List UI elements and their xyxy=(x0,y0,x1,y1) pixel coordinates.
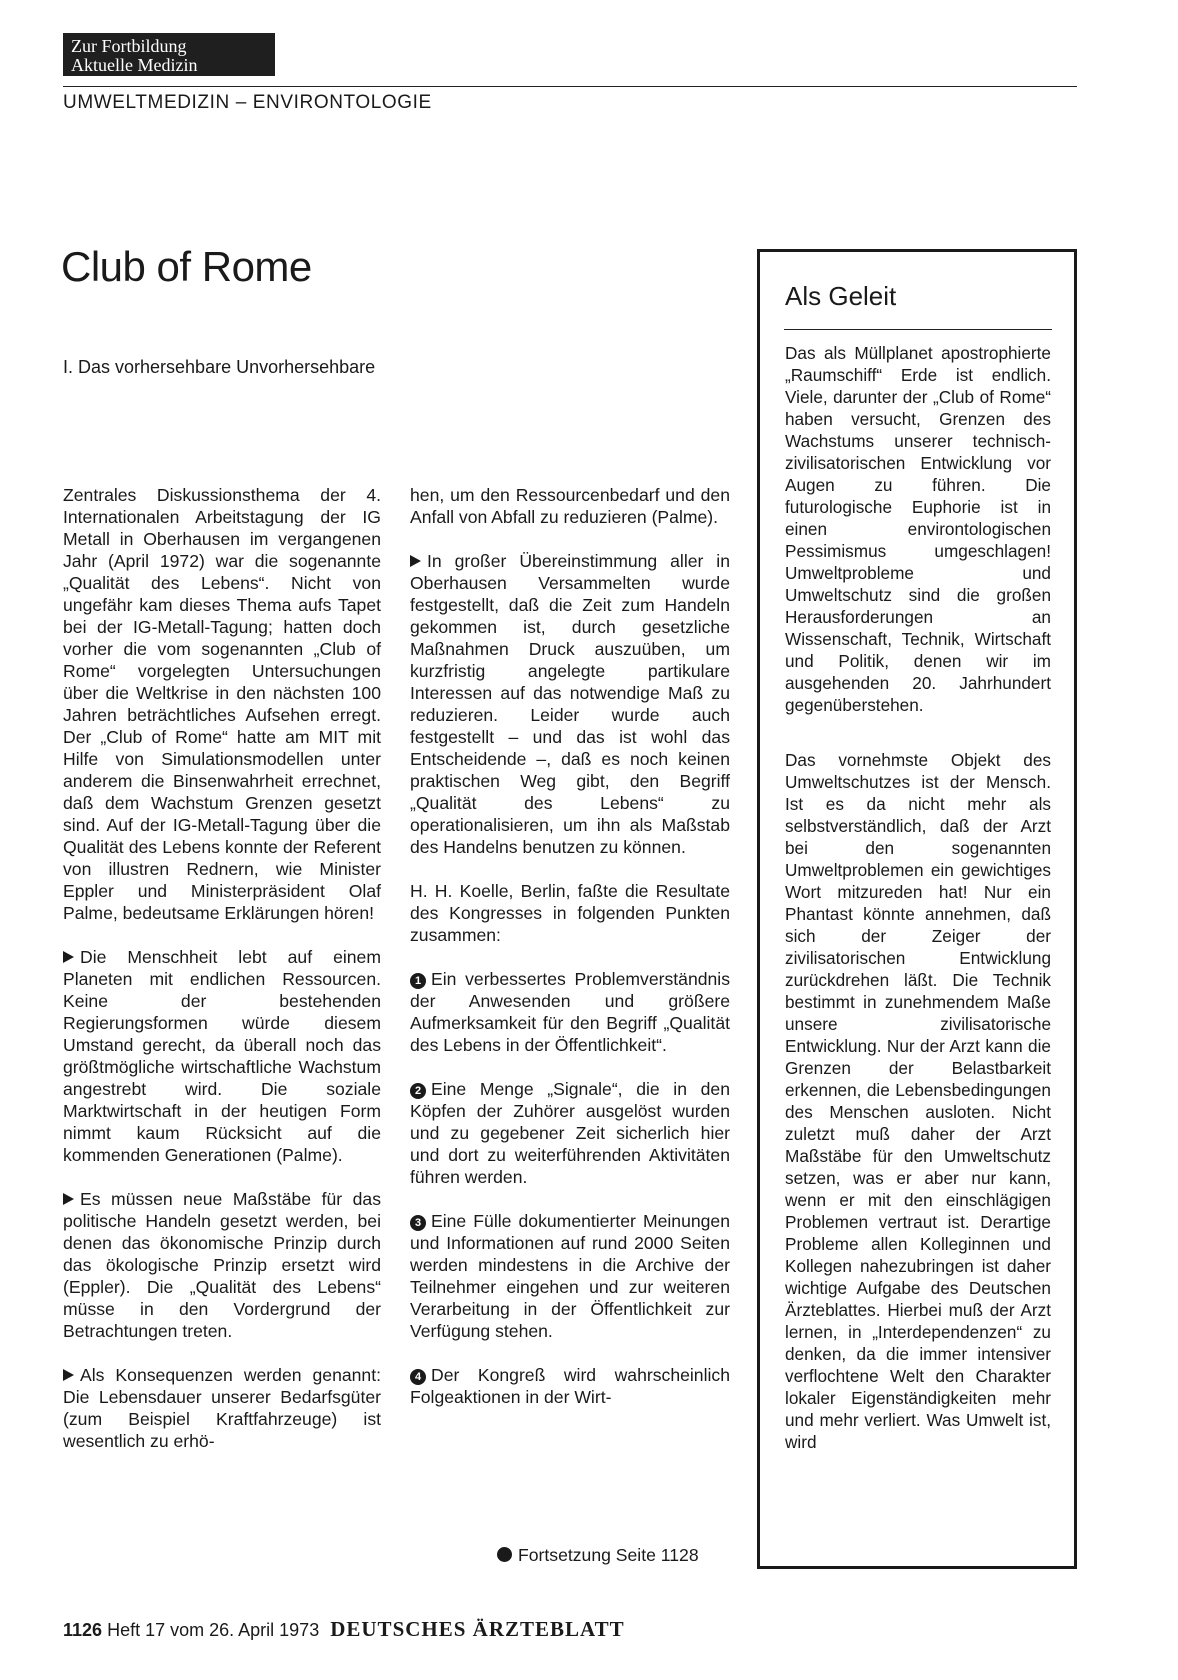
continued-paragraph: hen, um den Ressourcenbedarf und den Anfall von Abfall zu reduzieren (Palme). xyxy=(410,485,730,527)
issue-info: Heft 17 vom 26. April 1973 xyxy=(107,1620,320,1640)
sidebar-paragraph-1: Das als Müllplanet apostrophierte „Raumschiff“ Erde ist endlich. Viele, darunter der „Club of Rome“ haben versucht, Grenzen des Wachstums unserer technisch-zivilisatorischen Entwicklung vor Augen zu führen. Die futurologische Euphorie ist in einen environtologischen Pessimismus umgeschlagen! Umweltprobleme und Umweltschutz sind die großen Herausforderungen an Wissenschaft, Technik, Wirtschaft und Politik, denen wir im ausgehenden 20. Jahrhundert gegenüberstehen. xyxy=(785,343,1051,715)
bullet-paragraph: Es müssen neue Maßstäbe für das politische Handeln gesetzt werden, bei denen das ökonomische Prinzip durch das ökologische Prinzip ersetzt wird (Eppler). Die „Qualität des Lebens“ müsse in den Vordergrund der Betrachtungen treten. xyxy=(63,1189,381,1341)
article-subtitle: I. Das vorhersehbare Unvorhersehbare xyxy=(63,357,376,377)
sidebar-paragraph-2: Das vornehmste Objekt des Umweltschutzes ist der Mensch. Ist es da nicht mehr als selbstverständlich, daß der Arzt bei den sogenannten Umweltproblemen ein gewichtiges Wort mitzureden hat! Nur ein Phantast könnte annehmen, daß sich der Zeiger der zivilisatorischen Entwicklung zurückdrehen läßt. Die Technik bestimmt in zunehmendem Maße unsere zivilisatorische Entwicklung. Nur der Arzt kann die Grenzen der Belastbarkeit erkennen, die Lebensbedingungen des Menschen ausloten. Nicht zuletzt muß daher der Arzt Maßstäbe für den Umweltschutz setzen, was er aber nur kann, wenn er mit den einschlägigen Problemen vertraut ist. Derartige Probleme allen Kolleginnen und Kollegen nahezubringen ist daher wichtige Aufgabe des Deutschen Ärzteblattes. Hierbei muß der Arzt lernen, in „Interdependenzen“ zu denken, da die immer intensiver verflochtene Welt den Charakter lokaler Eigenständigkeiten mehr und mehr verliert. Was Umwelt ist, wird xyxy=(785,750,1051,1452)
continuation-note: Fortsetzung Seite 1128 xyxy=(497,1545,699,1566)
sidebar-title: Als Geleit xyxy=(785,281,897,311)
bullet-paragraph: In großer Übereinstimmung aller in Oberhausen Versammelten wurde festgestellt, daß die Zeit zum Handeln gekommen ist, durch gesetzliche Maßnahmen Druck auszuüben, um kurzfristig angelegte partikulare Interessen auf das notwendige Maß zu reduzieren. Leider wurde auch festgestellt – und das ist wohl das Entscheidende –, daß es noch keinen praktischen Weg gibt, den Begriff „Qualität des Lebens“ zu operationalisieren, um ihn als Maßstab des Handelns benutzen zu können. xyxy=(410,551,730,857)
page-number: 1126 xyxy=(63,1620,103,1640)
numbered-item: 3 Eine Fülle dokumentierter Meinungen und Informationen auf rund 2000 Seiten werden mindestens in die Archive der Teilnehmer eingehen und zur weiteren Verarbeitung in der Öffentlichkeit zur Verfügung stehen. xyxy=(410,1211,730,1341)
number-badge-icon: 1 xyxy=(410,973,426,989)
sidebar-box xyxy=(757,249,1077,1569)
numbered-item: 2 Eine Menge „Signale“, die in den Köpfen der Zuhörer ausgelöst wurden und zu gegebener Zeit sicherlich hier und dort zu weiterführenden Aktivitäten führen werden. xyxy=(410,1079,730,1187)
sidebar-text xyxy=(785,342,1051,1453)
section-heading: UMWELTMEDIZIN – ENVIRONTOLOGIE xyxy=(63,92,432,113)
page-footer xyxy=(63,1617,625,1642)
arrow-bullet-icon xyxy=(63,1193,74,1205)
badge-line-2: Aktuelle Medizin xyxy=(71,55,198,75)
number-badge-icon: 4 xyxy=(410,1369,426,1385)
koelle-paragraph: H. H. Koelle, Berlin, faßte die Resultate des Kongresses in folgenden Punkten zusammen: xyxy=(410,881,730,945)
bullet-paragraph: Die Menschheit lebt auf einem Planeten mit endlichen Ressourcen. Keine der bestehenden Regierungsformen würde diesem Umstand gerecht, da überall noch das größtmögliche wirtschaftliche Wachstum angestrebt wird. Die soziale Marktwirtschaft in der heutigen Form nimmt kaum Rücksicht auf die kommenden Generationen (Palme). xyxy=(63,947,381,1165)
arrow-bullet-icon xyxy=(410,555,421,567)
badge-line-1: Zur Fortbildung xyxy=(71,36,187,56)
text-column-1 xyxy=(63,484,381,1452)
magazine-name: DEUTSCHES ÄRZTEBLATT xyxy=(330,1617,625,1641)
arrow-bullet-icon xyxy=(63,951,74,963)
numbered-item: 4 Der Kongreß wird wahrscheinlich Folgeaktionen in der Wirt- xyxy=(410,1365,730,1407)
number-badge-icon: 3 xyxy=(410,1215,426,1231)
number-badge-icon: 2 xyxy=(410,1083,426,1099)
text-column-2 xyxy=(410,484,730,1408)
bullet-dot-icon xyxy=(497,1547,512,1562)
intro-paragraph: Zentrales Diskussionsthema der 4. Internationalen Arbeitstagung der IG Metall in Oberhausen im vergangenen Jahr (April 1972) war die sogenannte „Qualität des Lebens“. Nicht von ungefähr kam dieses Thema aufs Tapet bei der IG-Metall-Tagung; hatten doch vorher die vom sogenannten „Club of Rome“ vorgelegten Untersuchungen über die Weltkrise in den nächsten 100 Jahren beträchtliches Aufsehen erregt. Der „Club of Rome“ hatte am MIT mit Hilfe von Simulationsmodellen unter anderem die Binsenwahrheit errechnet, daß dem Wachstum Grenzen gesetzt sind. Auf der IG-Metall-Tagung über die Qualität des Lebens konnte der Referent von illustren Rednern, wie Minister Eppler und Ministerpräsident Olaf Palme, bedeutsame Erklärungen hören! xyxy=(63,485,381,923)
sidebar-rule xyxy=(784,329,1052,330)
numbered-item: 1 Ein verbessertes Problemverständnis der Anwesenden und größere Aufmerksamkeit für den Begriff „Qualität des Lebens in der Öffentlichkeit“. xyxy=(410,969,730,1055)
section-badge xyxy=(63,33,275,76)
article-title: Club of Rome xyxy=(61,243,312,290)
bullet-paragraph: Als Konsequenzen werden genannt: Die Lebensdauer unserer Bedarfsgüter (zum Beispiel Kraftfahrzeuge) ist wesentlich zu erhö- xyxy=(63,1365,381,1451)
arrow-bullet-icon xyxy=(63,1369,74,1381)
header-rule xyxy=(63,86,1077,87)
